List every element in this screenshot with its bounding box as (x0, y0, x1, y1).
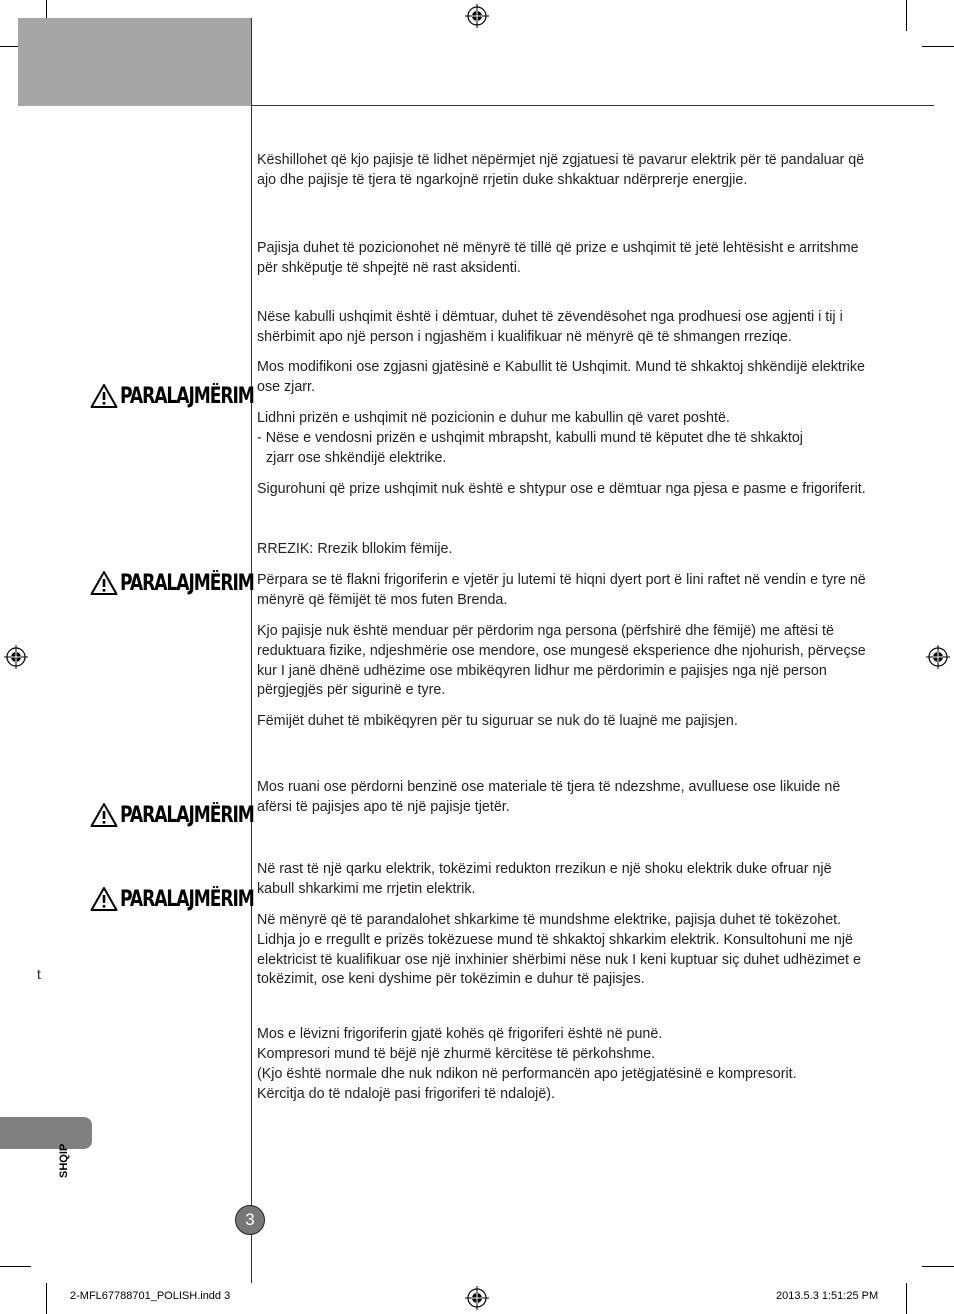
footer-timestamp: 2013.5.3 1:51:25 PM (776, 1290, 879, 1302)
paragraph-damaged-cable: Nëse kabulli ushqimit është i dëmtuar, duhet të zëvendësohet nga prodhuesi ose agjenti i tij i shërbimit apo një person i ngjashëm i kualifikuar në mënyrë që të shmangen rreziqe. (257, 309, 843, 345)
paragraph-flammables: Mos ruani ose përdorni benzinë ose materiale të tjera të ndezshme, avulluese ose likuide në afërsi të pajisjes apo të një pajisje tjetër. (257, 779, 841, 815)
paragraph-plug-damage: Sigurohuni që prize ushqimit nuk është e shtypur ose e dëmtuar nga pjesa e pasme e frigoriferit. (257, 481, 866, 497)
paragraph-child-danger: RREZIK: Rrezik bllokim fëmije. (257, 541, 453, 557)
warning-triangle-icon (90, 886, 118, 912)
warning-triangle-icon (90, 802, 118, 828)
crop-mark (0, 1266, 31, 1267)
paragraph-old-fridge: Përpara se të flakni frigoriferin e vjetër ju lutemi të hiqni dyert port ë lini raftet në vendin e tyre në mënyrë që fëmijët të mos futen Brenda. (257, 572, 866, 608)
crop-mark (906, 1283, 907, 1314)
paragraph-plug-reversed: - Nëse e vendosni prizën e ushqimit mbrapsht, kabulli mund të këputet dhe të shkaktoj (257, 430, 803, 446)
registration-mark-icon (465, 4, 489, 28)
warning-text: PARALAJMËRIM (120, 886, 254, 912)
header-block (18, 18, 251, 106)
warning-text: PARALAJMËRIM (120, 383, 254, 409)
paragraph-grounding-required: Në mënyrë që të parandalohet shkarkime të mundshme elektrike, pajisja duhet të tokëzohet. Lidhja jo e rregullt e prizës tokëzuese mund të shkaktoj shkarkim elektrik. Konsultohuni me një elektricist të kualifikuar ose një inxhinier shërbimi nëse nuk I keni kuptuar siç duhet udhëzimet e tokëzimit, ose keni dyshime për tokëzimin e duhur të pajisjes. (257, 912, 861, 988)
warning-text: PARALAJMËRIM (120, 570, 254, 596)
paragraph-extension-cord: Këshillohet që kjo pajisje të lidhet nëpërmjet një zgjatuesi të pavarur elektrik për të pandaluar që ajo dhe pajisje të tjera të ngarkojnë rrjetin duke shkaktuar ndërprerje energjie. (257, 152, 865, 188)
stray-text: t (37, 966, 41, 982)
warning-triangle-icon (90, 383, 118, 409)
paragraph-compressor-noise: Kompresori mund të bëjë një zhurmë kërcitëse të përkohshme. (257, 1046, 656, 1062)
crop-mark (46, 1283, 47, 1314)
header-rule (251, 105, 934, 106)
registration-mark-icon (926, 645, 950, 669)
paragraph-plug-reversed-cont: zjarr ose shkëndijë elektrike. (266, 450, 447, 466)
paragraph-noise-stops: Kërcitja do të ndalojë pasi frigoriferi të ndalojë). (257, 1086, 556, 1102)
paragraph-plug-position: Lidhni prizën e ushqimit në pozicionin e duhur me kabullin që varet poshtë. (257, 410, 730, 426)
column-divider (251, 18, 252, 1283)
registration-mark-icon (465, 1286, 489, 1310)
paragraph-do-not-move: Mos e lëvizni frigoriferin gjatë kohës që frigoriferi është në punë. (257, 1026, 663, 1042)
crop-mark (906, 0, 907, 31)
paragraph-cable-modify: Mos modifikoni ose zgjasni gjatësinë e Kabullit të Ushqimit. Mund të shkaktoj shkëndijë elektrike ose zjarr. (257, 359, 865, 395)
paragraph-plug-access: Pajisja duhet të pozicionohet në mënyrë të tillë që prize e ushqimit të jetë lehtësisht e arritshme për shkëputje të shpejtë në rast aksidenti. (257, 240, 859, 276)
crop-mark (922, 1266, 954, 1267)
page-number: 3 (235, 1205, 265, 1235)
paragraph-children-supervised: Fëmijët duhet të mbikëqyren për tu siguruar se nuk do të luajnë me pajisjen. (257, 713, 738, 729)
paragraph-grounding-reduces: Në rast të një qarku elektrik, tokëzimi redukton rrezikun e një shoku elektrik duke ofruar një kabull shkarkimi me rrjetin elektrik. (257, 861, 832, 897)
registration-mark-icon (4, 645, 28, 669)
footer-filename: 2-MFL67788701_POLISH.indd 3 (70, 1290, 231, 1302)
warning-text: PARALAJMËRIM (120, 802, 254, 828)
crop-mark (922, 46, 954, 47)
language-tab (0, 1117, 92, 1149)
paragraph-compressor-normal: (Kjo është normale dhe nuk ndikon në performancën apo jetëgjatësinë e kompresorit. (257, 1066, 797, 1082)
language-label: SHQIP (58, 1143, 70, 1178)
paragraph-reduced-abilities: Kjo pajisje nuk është menduar për përdorim nga persona (përfshirë dhe fëmijë) me aftësi të reduktuara fizike, ndjeshmërie ose mendore, ose mungesë eksperience dhe njohurish, përveçse kur I janë dhënë udhëzime ose mbikëqyren lidhur me përdorimin e pajisjes nga një person përgjegjës për sigurinë e tyre. (257, 623, 866, 699)
warning-triangle-icon (90, 570, 118, 596)
